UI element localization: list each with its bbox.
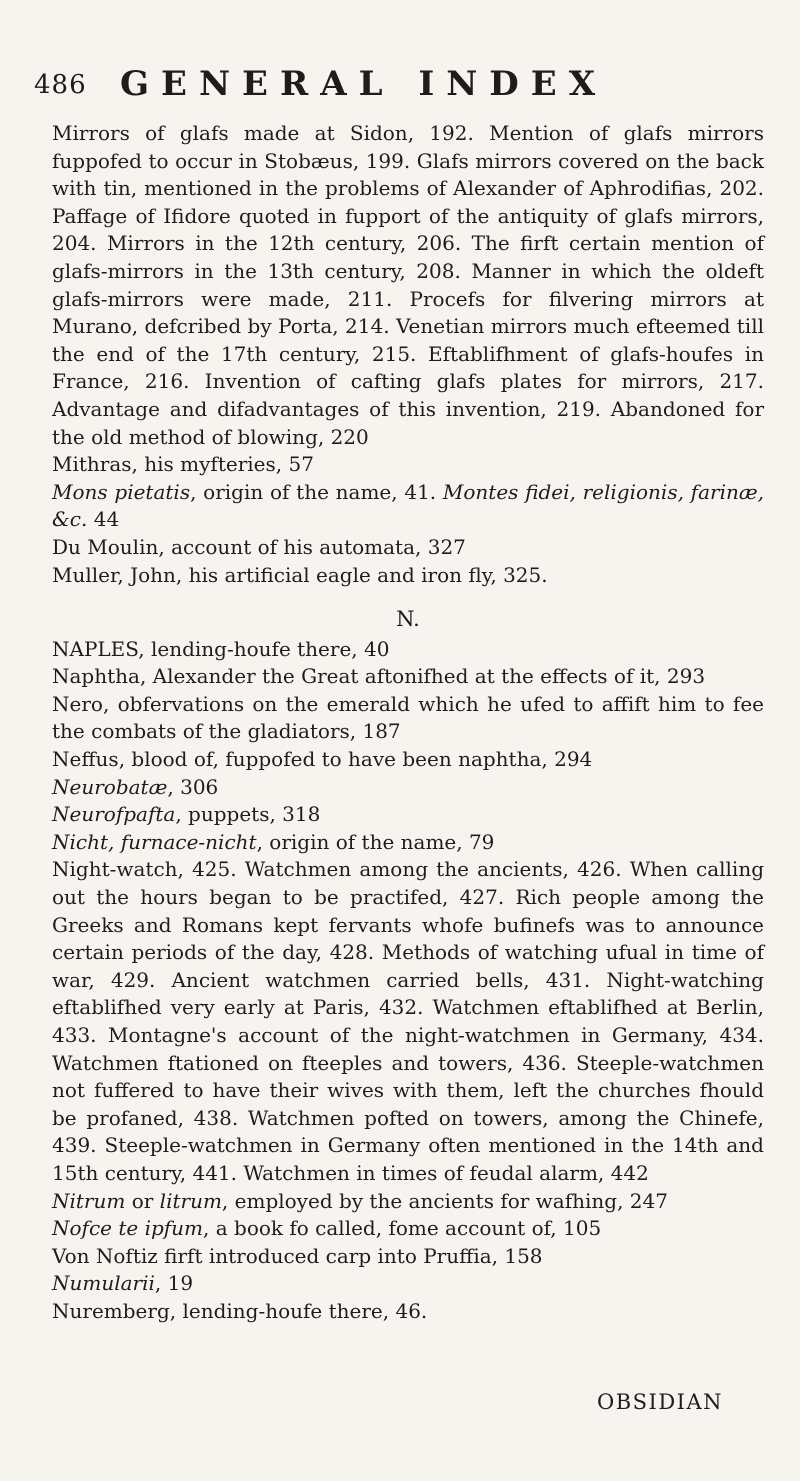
index-entry-montes xyxy=(52,479,764,534)
entry-headword: Numularii xyxy=(52,1271,155,1296)
index-entry-dumoulin: Du Moulin, account of his automata, 327 xyxy=(52,534,466,559)
entry-text: 44 xyxy=(87,507,120,532)
section-letter: N. xyxy=(396,607,420,632)
entry-text: , puppets, 318 xyxy=(175,802,321,827)
index-entry-mithras: Mithras, his myfteries, 57 xyxy=(52,452,314,477)
entry-headword: Nitrum xyxy=(52,1188,126,1213)
index-entry-vonnoftiz: Von Noftiz firft introduced carp into Pruffia, 158 xyxy=(52,1243,543,1268)
running-head: GENERAL INDEX xyxy=(120,64,608,104)
entry-text: , a book fo called, fome account of, 105 xyxy=(203,1216,602,1241)
entry-headword: Nofce te ipfum xyxy=(52,1216,204,1241)
index-entry-numularii xyxy=(52,1270,764,1298)
index-entry-mirrors: Mirrors of glafs made at Sidon, 192. Mention of glafs mirrors fuppofed to occur in Stobæus, 199. Glafs mirrors covered on the back with tin, mentioned in the problems of Alexander of Aphrodifias, 202. Paffage of Ifidore quoted in fupport of the antiquity of glafs mirrors, 204. Mirrors in the 12th century, 206. The firft certain mention of glafs-mirrors in the 13th century, 208. Manner in which the oldeft glafs-mirrors were made, 211. Procefs for filvering mirrors at Murano, defcribed by Porta, 214. Venetian mirrors much efteemed till the end of the 17th century, 215. Eftablifhment of glafs-houfes in France, 216. Invention of cafting glafs plates for mirrors, 217. Advantage and difadvantages of this invention, 219. Abandoned for the old method of blowing, 220 xyxy=(52,121,764,449)
entry-italic-term: Montes fidei, religionis, farinæ, &c. xyxy=(52,479,765,532)
page-header xyxy=(34,64,774,114)
index-entry-neurofpafta xyxy=(52,801,764,829)
index-entry-nitrum xyxy=(52,1188,764,1216)
index-entry-naphtha: Naphtha, Alexander the Great aftonifhed at the effects of it, 293 xyxy=(52,664,706,689)
entry-text: , 306 xyxy=(167,774,219,799)
index-entry-nofce xyxy=(52,1215,764,1243)
entry-text: , origin of the name, 41. xyxy=(190,479,443,504)
index-entry-neurobatae xyxy=(52,774,764,802)
index-body xyxy=(52,120,764,1326)
entry-text: , origin of the name, 79 xyxy=(256,829,495,854)
entry-text: or xyxy=(125,1188,160,1213)
entry-headword: Nicht, furnace-nicht xyxy=(52,829,257,854)
entry-text: , employed by the ancients for wafhing, 247 xyxy=(221,1188,668,1213)
index-entry-naples: NAPLES, lending-houfe there, 40 xyxy=(52,636,390,661)
index-entry-nero: Nero, obfervations on the emerald which he ufed to affift him to fee the combats of the gladiators, 187 xyxy=(52,691,764,744)
catchword: OBSIDIAN xyxy=(597,1390,724,1414)
page-number: 486 xyxy=(34,70,87,100)
index-entry-nightwatch: Night-watch, 425. Watchmen among the ancients, 426. When calling out the hours began to be practifed, 427. Rich people among the Greeks and Romans kept fervants whofe bufinefs was to announce certain periods of the day, 428. Methods of watching ufual in time of war, 429. Ancient watchmen carried bells, 431. Night-watching eftablifhed very early at Paris, 432. Watchmen eftablifhed at Berlin, 433. Montagne's account of the night-watchmen in Germany, 434. Watchmen ftationed on fteeples and towers, 436. Steeple-watchmen not fuffered to have their wives with them, left the churches fhould be profaned, 438. Watchmen pofted on towers, among the Chinefe, 439. Steeple-watchmen in Germany often mentioned in the 14th and 15th century, 441. Watchmen in times of feudal alarm, 442 xyxy=(52,857,764,1185)
entry-headword: Neurobatæ xyxy=(52,774,168,799)
index-entry-nicht xyxy=(52,829,764,857)
index-entry-muller: Muller, John, his artificial eagle and iron fly, 325. xyxy=(52,562,548,587)
entry-italic-term: litrum xyxy=(159,1188,222,1213)
index-entry-neffus: Neffus, blood of, fuppofed to have been naphtha, 294 xyxy=(52,747,593,772)
index-entry-nuremberg: Nuremberg, lending-houfe there, 46. xyxy=(52,1298,428,1323)
entry-text: , 19 xyxy=(154,1271,194,1296)
entry-headword: Neurofpafta xyxy=(52,802,176,827)
entry-headword: Mons pietatis xyxy=(52,479,191,504)
